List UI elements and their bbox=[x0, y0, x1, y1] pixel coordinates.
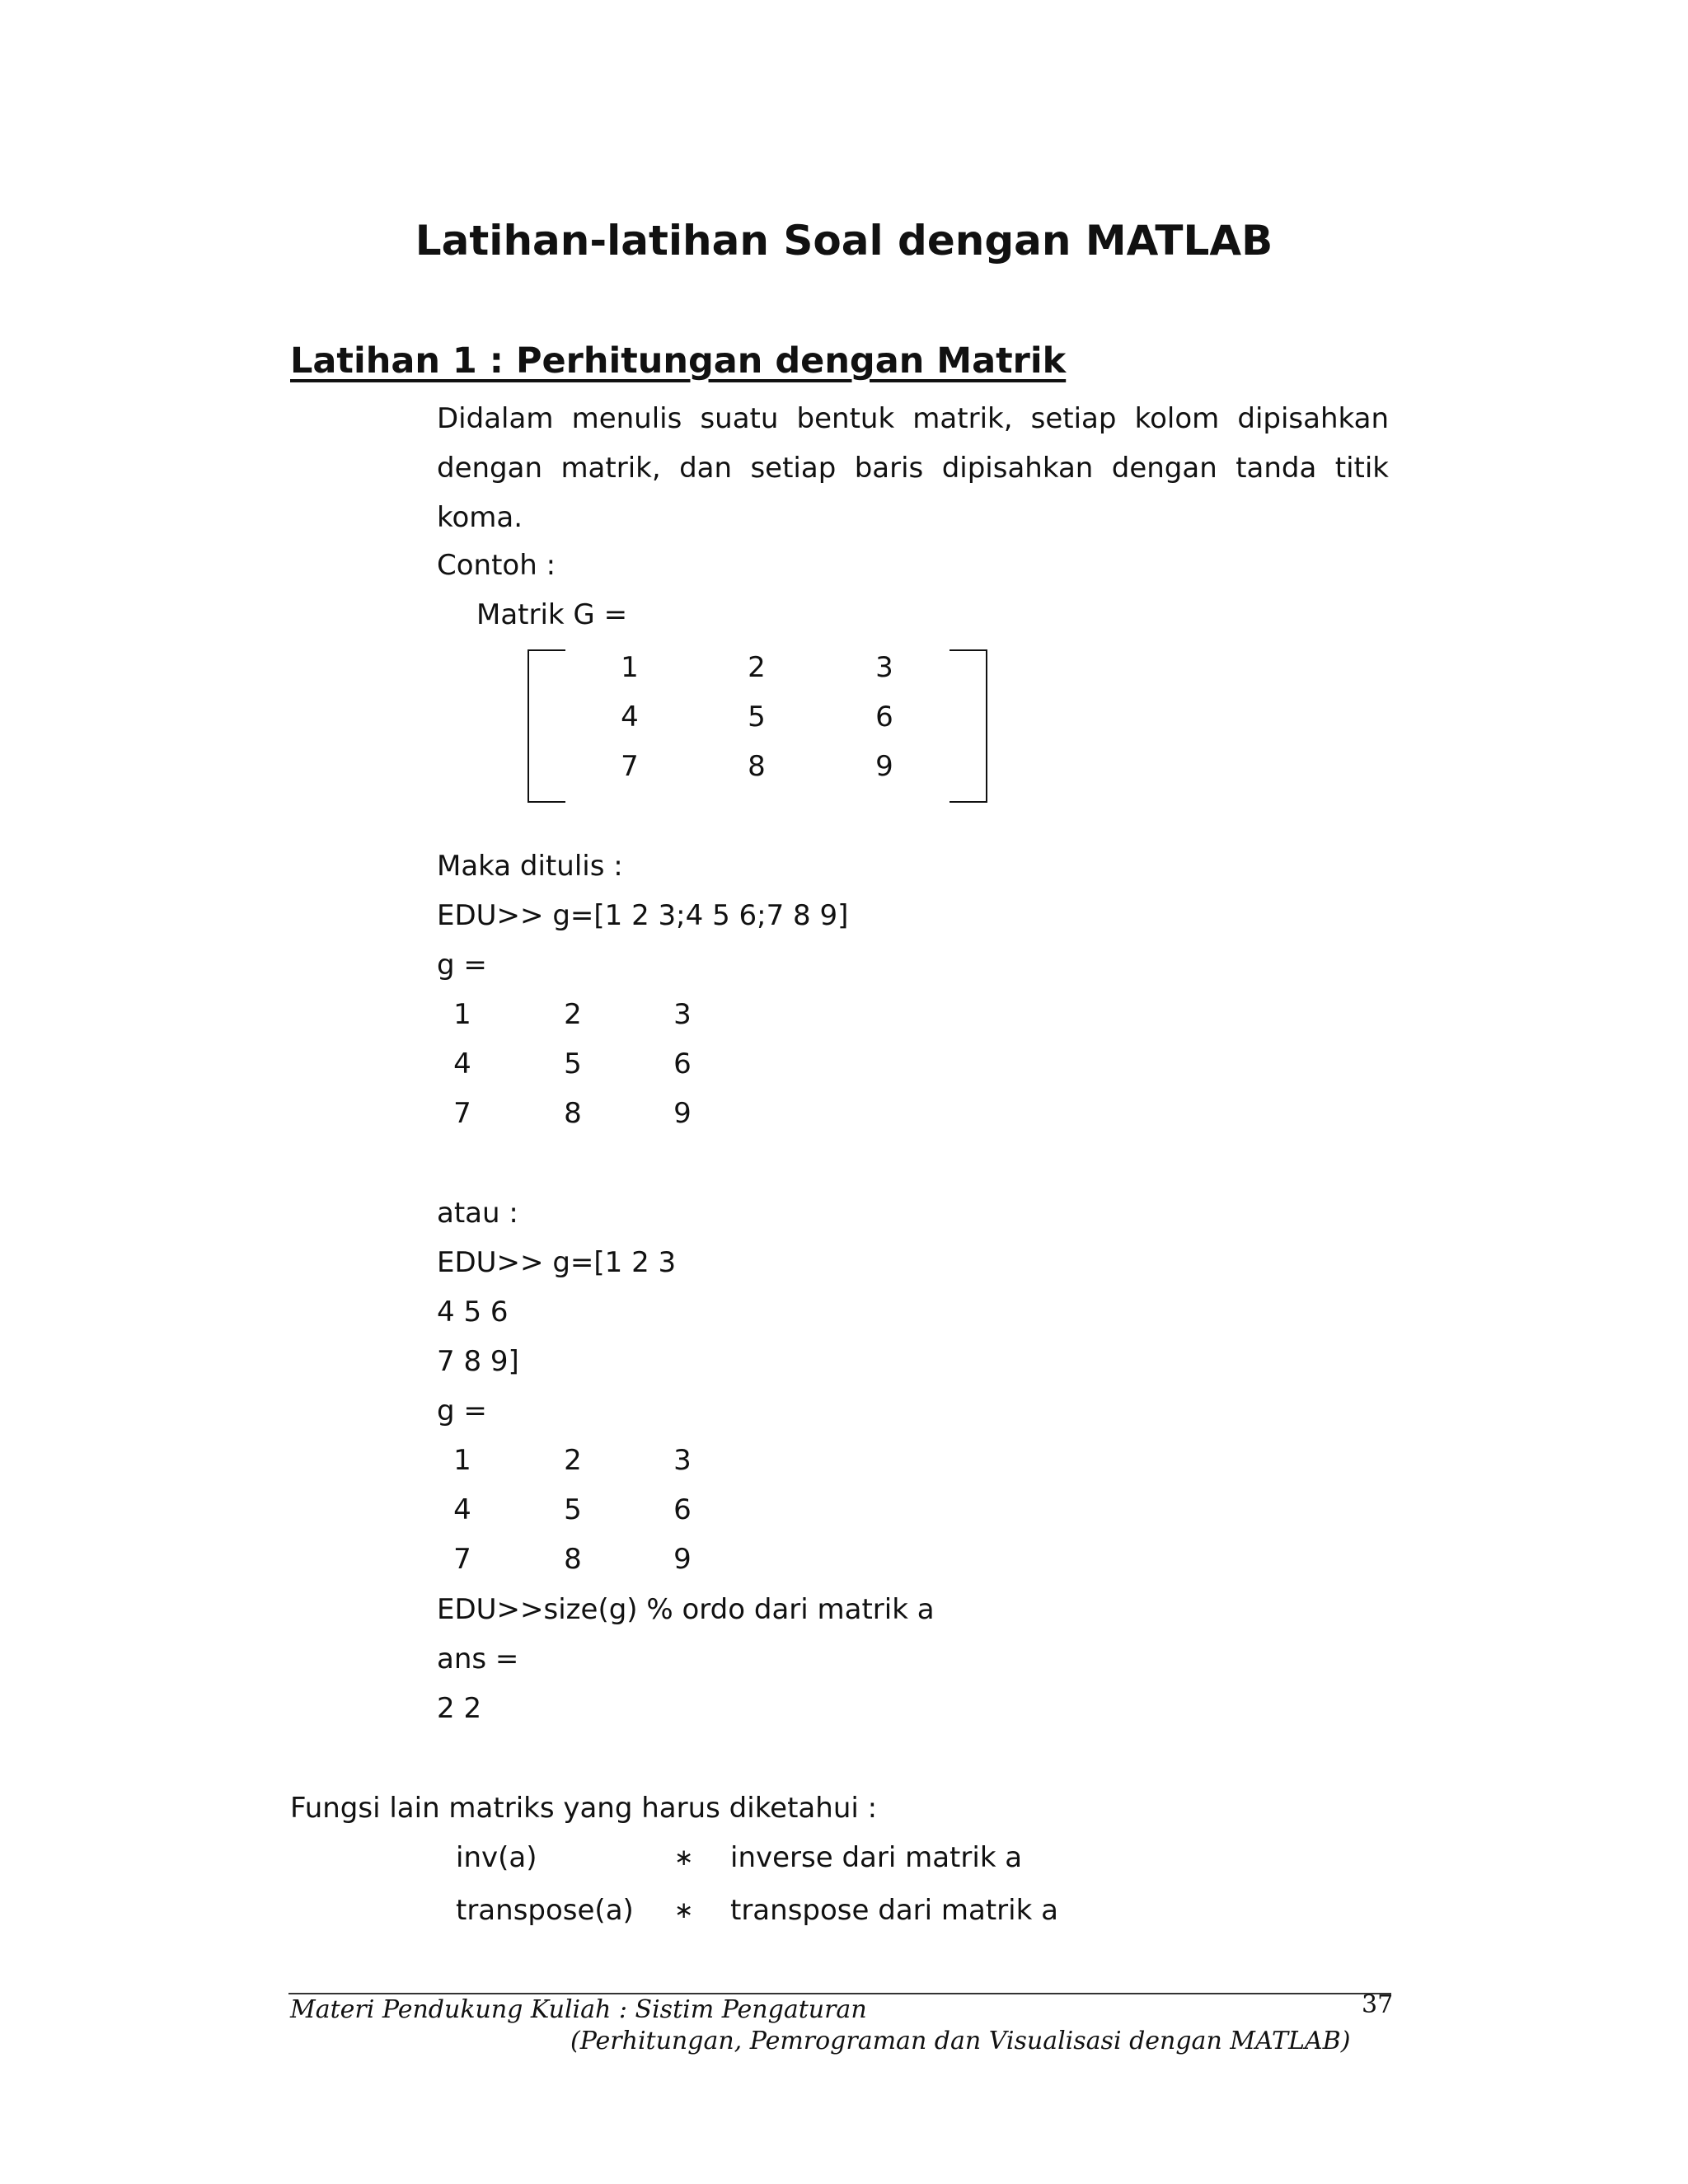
functions-heading: Fungsi lain matriks yang harus diketahui : bbox=[290, 1792, 878, 1825]
result-cell: 2 bbox=[564, 998, 582, 1031]
result-cell: 5 bbox=[564, 1047, 582, 1080]
code1-result-label: g = bbox=[437, 949, 487, 982]
matrix-cell: 2 bbox=[748, 651, 766, 684]
section-heading: Latihan 1 : Perhitungan dengan Matrik bbox=[290, 340, 1067, 382]
bullet-icon: ∗ bbox=[674, 1896, 694, 1924]
matrix-cell: 1 bbox=[621, 651, 639, 684]
result-cell: 2 bbox=[564, 1444, 582, 1477]
code2-line: EDU>> g=[1 2 3 bbox=[437, 1246, 677, 1279]
intro-paragraph: Didalam menulis suatu bentuk matrik, setiap kolom dipisahkan dengan matrik, dan setiap baris dipisahkan dengan tanda titik koma. bbox=[437, 402, 1389, 534]
result-cell: 4 bbox=[453, 1493, 471, 1526]
function-name: inv(a) bbox=[456, 1841, 537, 1874]
footer-course: Materi Pendukung Kuliah : Sistim Pengaturan bbox=[290, 1995, 867, 2024]
result-cell: 8 bbox=[564, 1543, 582, 1576]
code2-line: 7 8 9] bbox=[437, 1345, 519, 1378]
bullet-icon: ∗ bbox=[674, 1844, 694, 1871]
result-cell: 8 bbox=[564, 1097, 582, 1130]
matrix-cell: 7 bbox=[621, 750, 639, 783]
matrix-label: Matrik G = bbox=[476, 598, 628, 631]
result-cell: 4 bbox=[453, 1047, 471, 1080]
code2-line: 4 5 6 bbox=[437, 1296, 509, 1329]
function-name: transpose(a) bbox=[456, 1894, 634, 1927]
result-cell: 9 bbox=[673, 1097, 692, 1130]
result-cell: 7 bbox=[453, 1097, 471, 1130]
matrix-cell: 4 bbox=[621, 701, 639, 733]
matrix-cell: 5 bbox=[748, 701, 766, 733]
page-title: Latihan-latihan Soal dengan MATLAB bbox=[415, 217, 1273, 265]
code1-label: Maka ditulis : bbox=[437, 850, 623, 883]
result-cell: 6 bbox=[673, 1047, 692, 1080]
ans-label: ans = bbox=[437, 1643, 519, 1675]
result-cell: 1 bbox=[453, 998, 471, 1031]
size-command: EDU>>size(g) % ordo dari matrik a bbox=[437, 1593, 935, 1626]
result-cell: 6 bbox=[673, 1493, 692, 1526]
code2-label: atau : bbox=[437, 1197, 518, 1230]
result-cell: 9 bbox=[673, 1543, 692, 1576]
matrix-cell: 3 bbox=[875, 651, 893, 684]
example-label: Contoh : bbox=[437, 549, 556, 582]
matrix-cell: 9 bbox=[875, 750, 893, 783]
matrix-right-bracket bbox=[950, 649, 987, 803]
matrix-cell: 6 bbox=[875, 701, 893, 733]
result-cell: 3 bbox=[673, 998, 692, 1031]
page-number: 37 bbox=[1362, 1990, 1394, 2019]
function-desc: inverse dari matrik a bbox=[730, 1841, 1023, 1874]
result-cell: 7 bbox=[453, 1543, 471, 1576]
code2-result-label: g = bbox=[437, 1394, 487, 1427]
matrix-cell: 8 bbox=[748, 750, 766, 783]
matrix-left-bracket bbox=[528, 649, 565, 803]
result-cell: 3 bbox=[673, 1444, 692, 1477]
footer-subtitle: (Perhitungan, Pemrograman dan Visualisasi dengan MATLAB) bbox=[570, 2027, 1351, 2055]
function-desc: transpose dari matrik a bbox=[730, 1894, 1058, 1927]
ans-value: 2 2 bbox=[437, 1692, 482, 1725]
code1-command: EDU>> g=[1 2 3;4 5 6;7 8 9] bbox=[437, 899, 849, 932]
result-cell: 1 bbox=[453, 1444, 471, 1477]
result-cell: 5 bbox=[564, 1493, 582, 1526]
